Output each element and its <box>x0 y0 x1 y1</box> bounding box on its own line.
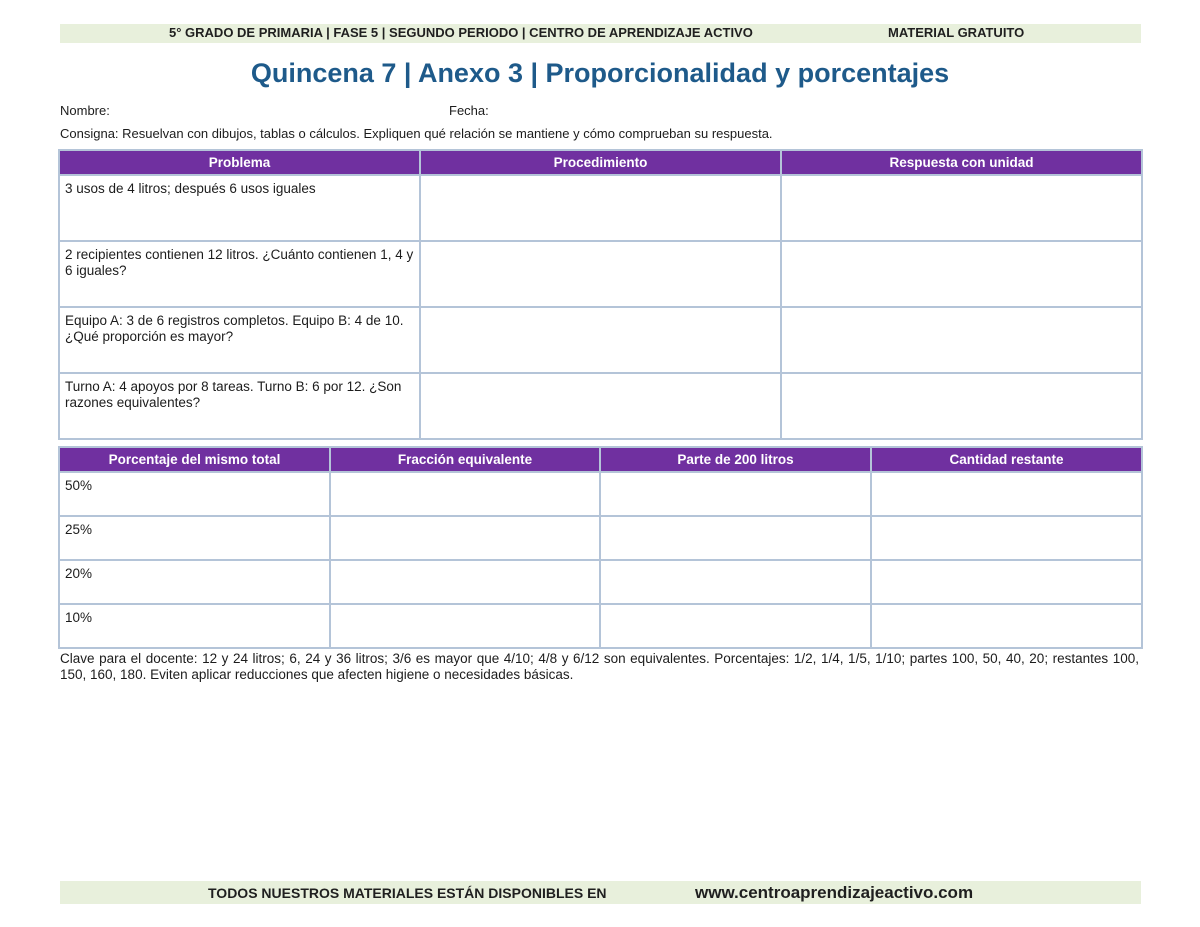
header-part-of-200: Parte de 200 litros <box>600 447 871 472</box>
answer-cell[interactable] <box>781 175 1142 241</box>
fraction-cell[interactable] <box>330 560 600 604</box>
table-row <box>59 516 1142 560</box>
procedure-cell[interactable] <box>420 241 781 307</box>
instruction-text: Consigna: Resuelvan con dibujos, tablas o cálculos. Expliquen qué relación se mantiene y cómo comprueban su respuesta. <box>60 126 773 141</box>
part-cell[interactable] <box>600 604 871 648</box>
remaining-cell[interactable] <box>871 472 1142 516</box>
problem-cell: 3 usos de 4 litros; después 6 usos iguales <box>59 175 420 241</box>
header-free-material: MATERIAL GRATUITO <box>888 25 1025 40</box>
answer-cell[interactable] <box>781 307 1142 373</box>
problem-cell: Turno A: 4 apoyos por 8 tareas. Turno B: 6 por 12. ¿Son razones equivalentes? <box>59 373 420 439</box>
answer-cell[interactable] <box>781 373 1142 439</box>
remaining-cell[interactable] <box>871 560 1142 604</box>
name-label: Nombre: <box>60 103 110 118</box>
header-remaining: Cantidad restante <box>871 447 1142 472</box>
part-cell[interactable] <box>600 472 871 516</box>
problem-cell: Equipo A: 3 de 6 registros completos. Equipo B: 4 de 10. ¿Qué proporción es mayor? <box>59 307 420 373</box>
teacher-key-note: Clave para el docente: 12 y 24 litros; 6, 24 y 36 litros; 3/6 es mayor que 4/10; 4/8 y 6/12 son equivalentes. Porcentajes: 1/2, 1/4, 1/5, 1/10; partes 100, 50, 40, 20; restantes 100, 150, 160, 180. Eviten aplicar reducciones que afecten higiene o necesidades básicas. <box>60 651 1139 682</box>
percentages-table-header-row <box>59 447 1142 472</box>
percentage-cell: 25% <box>59 516 330 560</box>
percentages-table <box>58 446 1143 649</box>
procedure-cell[interactable] <box>420 373 781 439</box>
table-row <box>59 560 1142 604</box>
fraction-cell[interactable] <box>330 604 600 648</box>
fraction-cell[interactable] <box>330 472 600 516</box>
procedure-cell[interactable] <box>420 175 781 241</box>
header-answer-unit: Respuesta con unidad <box>781 150 1142 175</box>
footer-website-link[interactable]: www.centroaprendizajeactivo.com <box>695 883 974 902</box>
table-row <box>59 472 1142 516</box>
table-row <box>59 175 1142 241</box>
table-row <box>59 241 1142 307</box>
header-procedure: Procedimiento <box>420 150 781 175</box>
part-cell[interactable] <box>600 560 871 604</box>
footer-band <box>60 881 1141 904</box>
answer-cell[interactable] <box>781 241 1142 307</box>
problems-table <box>58 149 1143 440</box>
date-label: Fecha: <box>449 103 489 118</box>
header-percentage: Porcentaje del mismo total <box>59 447 330 472</box>
remaining-cell[interactable] <box>871 604 1142 648</box>
fraction-cell[interactable] <box>330 516 600 560</box>
header-problem: Problema <box>59 150 420 175</box>
percentage-cell: 10% <box>59 604 330 648</box>
top-header-band <box>60 24 1141 43</box>
table-row <box>59 307 1142 373</box>
header-course-info: 5° GRADO DE PRIMARIA | FASE 5 | SEGUNDO PERIODO | CENTRO DE APRENDIZAJE ACTIVO <box>169 25 753 40</box>
percentage-cell: 20% <box>59 560 330 604</box>
percentage-cell: 50% <box>59 472 330 516</box>
table-row <box>59 604 1142 648</box>
problem-cell: 2 recipientes contienen 12 litros. ¿Cuánto contienen 1, 4 y 6 iguales? <box>59 241 420 307</box>
procedure-cell[interactable] <box>420 307 781 373</box>
header-fraction: Fracción equivalente <box>330 447 600 472</box>
problems-table-header-row <box>59 150 1142 175</box>
remaining-cell[interactable] <box>871 516 1142 560</box>
table-row <box>59 373 1142 439</box>
page-title: Quincena 7 | Anexo 3 | Proporcionalidad y porcentajes <box>250 58 950 88</box>
footer-text: TODOS NUESTROS MATERIALES ESTÁN DISPONIBLES EN <box>208 885 607 901</box>
part-cell[interactable] <box>600 516 871 560</box>
